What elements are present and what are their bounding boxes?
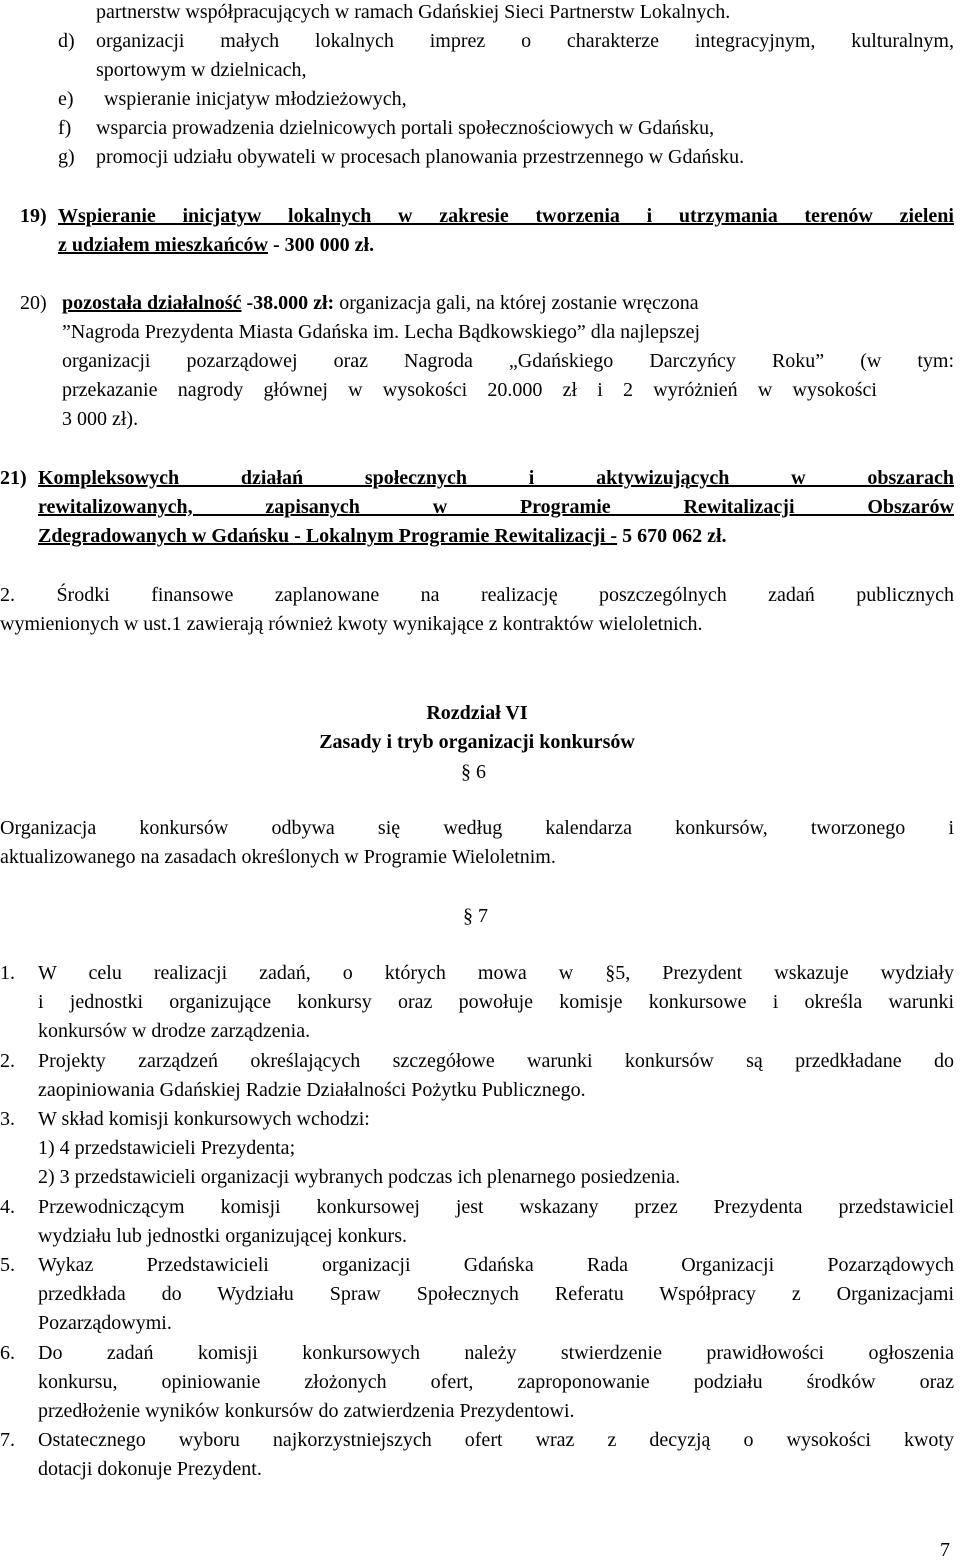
list-item-g-label: g) xyxy=(58,146,75,168)
item-20-title: pozostała działalność xyxy=(62,292,242,314)
chapter-title: Rozdział VI xyxy=(426,702,528,724)
point-2-line2: wymienionych w ust.1 zawierają również kwoty wynikające z kontraktów wieloletnich. xyxy=(0,613,703,635)
list-item-e-text: wspieranie inicjatyw młodzieżowych, xyxy=(104,88,407,110)
section-7-item-4-number: 4. xyxy=(0,1195,15,1218)
item-19-line1: Wspieranie inicjatyw lokalnych w zakresie tworzenia i utrzymania terenów zieleni xyxy=(58,205,954,227)
list-item-f-label: f) xyxy=(58,117,72,139)
item-20-line1-rest: organizacja gali, na której zostanie wręczona xyxy=(334,292,699,314)
section-7-item-2-line2: zaopiniowania Gdańskiej Radzie Działalności Pożytku Publicznego. xyxy=(38,1078,586,1101)
section-7-item-7-line1: Ostatecznego wyboru najkorzystniejszych ofert wraz z decyzją o wysokości kwoty xyxy=(38,1429,954,1452)
section-7-item-5-line2: przedkłada do Wydziału Spraw Społecznych Referatu Współpracy z Organizacjami xyxy=(38,1283,954,1306)
section-7-item-3-number: 3. xyxy=(0,1108,15,1130)
section-7-item-4-line1: Przewodniczącym komisji konkursowej jest wskazany przez Prezydenta przedstawiciel xyxy=(38,1195,954,1218)
item-19-line2 xyxy=(58,231,374,260)
item-19-line2-underlined: z udziałem mieszkańców xyxy=(58,234,268,256)
section-6-heading: § 6 xyxy=(461,761,486,783)
section-7-item-3-1-line1: 1) 4 przedstawicieli Prezydenta; xyxy=(38,1137,296,1160)
section-7-item-3-2-line1: 2) 3 przedstawicieli organizacji wybranych podczas ich plenarnego posiedzenia. xyxy=(38,1166,681,1189)
section-7-item-5-line3: Pozarządowymi. xyxy=(38,1312,172,1335)
section-7-item-7-number: 7. xyxy=(0,1429,15,1452)
list-item-e-label: e) xyxy=(58,88,74,110)
item-21-line2: rewitalizowanych, zapisanych w Programie Rewitalizacji Obszarów xyxy=(38,496,954,518)
list-item-f-text: wsparcia prowadzenia dzielnicowych portali społecznościowych w Gdańsku, xyxy=(96,117,715,139)
item-20-amount: -38.000 zł: xyxy=(241,292,335,314)
section-7-item-1-number: 1. xyxy=(0,962,15,984)
section-6-line2: aktualizowanego na zasadach określonych w Programie Wieloletnim. xyxy=(0,846,556,868)
section-7-item-2-number: 2. xyxy=(0,1049,15,1072)
section-7-item-1-line1: W celu realizacji zadań, o których mowa w §5, Prezydent wskazuje wydziały xyxy=(38,962,954,984)
section-7-item-6-line2: konkursu, opiniowanie złożonych ofert, zaproponowanie podziału środków oraz xyxy=(38,1370,954,1393)
item-20-line5: 3 000 zł). xyxy=(62,408,139,430)
section-7-heading: § 7 xyxy=(463,905,488,927)
item-20-line1 xyxy=(62,289,699,318)
section-6-line1: Organizacja konkursów odbywa się według kalendarza konkursów, tworzonego i xyxy=(0,817,954,839)
chapter-subtitle: Zasady i tryb organizacji konkursów xyxy=(319,731,635,753)
list-item-d-line1: organizacji małych lokalnych imprez o charakterze integracyjnym, kulturalnym, xyxy=(96,30,954,52)
section-7-item-1-line3: konkursów w drodze zarządzenia. xyxy=(38,1020,311,1043)
item-21-number: 21) xyxy=(0,467,27,489)
item-20-line4: przekazanie nagrody głównej w wysokości 20.000 zł i 2 wyróżnień w wysokości xyxy=(62,379,877,401)
list-item-g-text: promocji udziału obywateli w procesach planowania przestrzennego w Gdańsku. xyxy=(96,146,745,168)
section-7-item-6-number: 6. xyxy=(0,1341,15,1364)
item-20-line3: organizacji pozarządowej oraz Nagroda „Gdańskiego Darczyńcy Roku” (w tym: xyxy=(62,350,954,372)
section-7-item-2-line1: Projekty zarządzeń określających szczegółowe warunki konkursów są przedkładane do xyxy=(38,1049,954,1072)
list-item-d-label: d) xyxy=(58,30,75,52)
item-21-amount: 5 670 062 zł. xyxy=(617,525,727,547)
item-20-line2: ”Nagroda Prezydenta Miasta Gdańska im. Lecha Bądkowskiego” dla najlepszej xyxy=(62,321,701,343)
list-item-c-continuation: partnerstw współpracujących w ramach Gdańskiej Sieci Partnerstw Lokalnych. xyxy=(96,1,731,23)
section-7-item-6-line3: przedłożenie wyników konkursów do zatwierdzenia Prezydentowi. xyxy=(38,1400,575,1422)
section-7-item-7-line2: dotacji dokonuje Prezydent. xyxy=(38,1458,262,1481)
section-7-item-5-number: 5. xyxy=(0,1254,15,1276)
item-21-line3 xyxy=(38,522,727,551)
item-20-number: 20) xyxy=(20,292,47,314)
point-2-line1: 2. Środki finansowe zaplanowane na realizację poszczególnych zadań publicznych xyxy=(0,584,954,606)
section-7-item-4-line2: wydziału lub jednostki organizującej konkurs. xyxy=(38,1224,407,1247)
section-7-item-1-line2: i jednostki organizujące konkursy oraz powołuje komisje konkursowe i określa warunki xyxy=(38,991,954,1014)
item-21-line1: Kompleksowych działań społecznych i aktywizujących w obszarach xyxy=(38,467,954,489)
page-number: 7 xyxy=(940,1539,950,1561)
list-item-d-line2: sportowym w dzielnicach, xyxy=(96,59,307,81)
item-19-number: 19) xyxy=(20,205,47,227)
section-7-item-3-line1: W skład komisji konkursowych wchodzi: xyxy=(38,1108,370,1130)
item-19-amount: - 300 000 zł. xyxy=(267,234,375,256)
section-7-item-5-line1: Wykaz Przedstawicieli organizacji Gdańska Rada Organizacji Pozarządowych xyxy=(38,1254,954,1276)
item-21-line3-underlined: Zdegradowanych w Gdańsku - Lokalnym Programie Rewitalizacji - xyxy=(38,525,618,547)
section-7-item-6-line1: Do zadań komisji konkursowych należy stwierdzenie prawidłowości ogłoszenia xyxy=(38,1341,954,1364)
